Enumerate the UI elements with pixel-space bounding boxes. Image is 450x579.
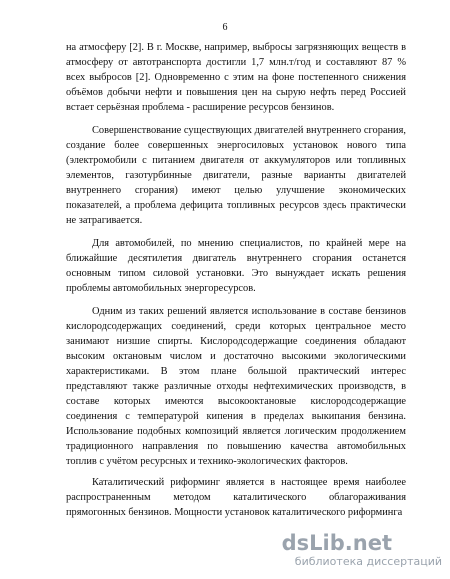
watermark-logo: dsLib.net xyxy=(281,531,392,555)
watermark xyxy=(242,529,442,573)
paragraph-emissions: на атмосферу [2]. В г. Москве, например, выбросы загрязняющих веществ в атмосферу от автотранспорта достигли 1,7 млн.т/год и составляют 87 % всех выбросов [2]. Одновременно с этим на фоне постепенного снижения объёмов добычи нефти и повышения цен на сырую нефть перед Россией встает серьёзная проблема - расширение ресурсов бензинов. xyxy=(66,42,406,113)
paragraph-oxygenates: Одним из таких решений является использование в составе бензинов кислородсодержащих соединений, среди которых центральное место занимают низшие спирты. Кислородсодержащие соединения обладают высоким октановым числом и достаточно высокими экологическими характеристиками. В этом плане большой практический интерес представляют также различные отходы нефтехимических производств, в составе которых имеются высокооктановые кислородсодержащие соединения с температурой кипения в пределах выкипания бензина. Использование подобных композиций является логическим продолжением традиционного направления по повышению качества автомобильных топлив с учётом ресурсных и технико-экологических факторов. xyxy=(66,306,406,467)
paragraph-automobiles: Для автомобилей, по мнению специалистов, по крайней мере на ближайшие десятилетия двигатель внутреннего сгорания останется основным типом силовой установки. Это вынуждает искать решения проблемы автомобильных энергоресурсов. xyxy=(66,238,406,294)
paragraph-engines: Совершенствование существующих двигателей внутреннего сгорания, создание более совершенных энергосиловых установок нового типа (электромобили с питанием двигателя от аккумуляторов или топливных элементов, газотурбинные двигатели, разные варианты двигателей внутреннего сгорания) имеют целью улучшение экономических показателей, а проблема дефицита топливных ресурсов здесь практически не затрагивается. xyxy=(66,125,406,226)
page-number: 6 xyxy=(222,22,228,33)
paragraph-reforming: Каталитический риформинг является в настоящее время наиболее распространенным методом каталитического облагораживания прямогонных бензинов. Мощности установок каталитического риформинга xyxy=(66,477,406,518)
watermark-caption: библиотека диссертаций xyxy=(294,555,442,568)
document-body xyxy=(66,40,406,528)
